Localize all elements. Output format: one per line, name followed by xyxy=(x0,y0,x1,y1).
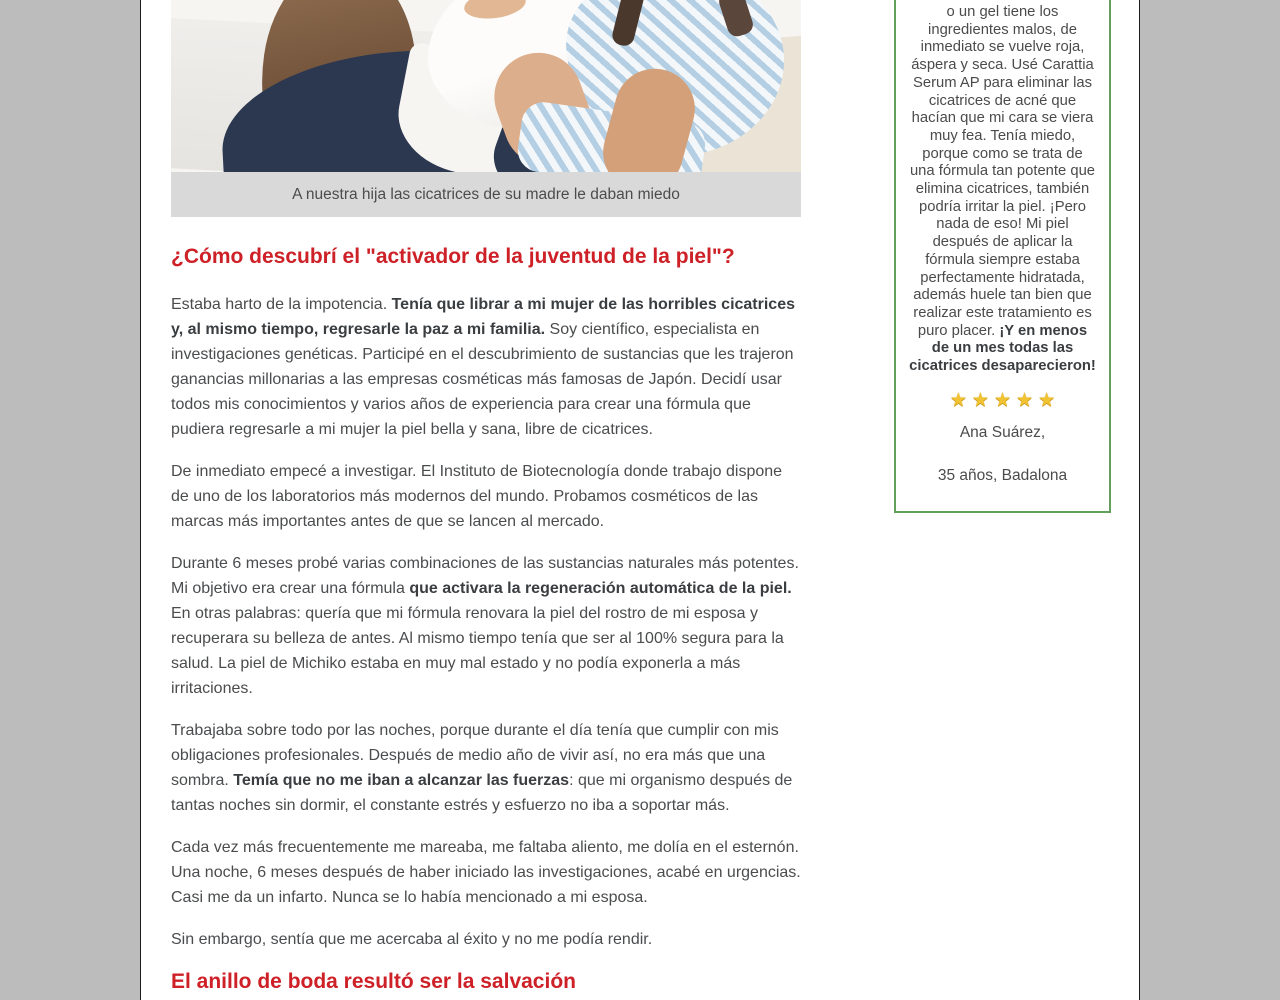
article-paragraph: Trabajaba sobre todo por las noches, porque durante el día tenía que cumplir con mis obligaciones profesionales. Después de medio año de vivir así, no era más que una sombra. Temía que no me iban a alcanzar las fuerzas: que mi organismo después de tantas noches sin dormir, el constante estrés y esfuerzo no iba a soportar más. xyxy=(171,722,793,814)
article-column xyxy=(171,0,801,995)
testimonial-text: o un gel tiene los ingredientes malos, de inmediato se vuelve roja, áspera y seca. Usé Carattia Serum AP para eliminar las cicatrices de acné que hacían que mi cara se viera muy fea. Tenía miedo, porque como se trata de una fórmula tan potente que elimina cicatrices, también podría irritar la piel. ¡Pero nada de eso! Mi piel después de aplicar la fórmula siempre estaba perfectamente hidratada, además huele tan bien que realizar este tratamiento es puro placer. ¡Y en menos de un mes todas las cicatrices desaparecieron! xyxy=(909,4,1096,375)
article-paragraph: De inmediato empecé a investigar. El Instituto de Biotecnología donde trabajo dispone de uno de los laboratorios más modernos del mundo. Probamos cosméticos de las marcas más importantes antes de que se lancen al mercado. xyxy=(171,463,783,530)
testimonial-box xyxy=(894,0,1111,513)
photo-caption: A nuestra hija las cicatrices de su madre le daban miedo xyxy=(171,172,801,217)
star-icon: ★ xyxy=(971,389,989,411)
testimonial-meta: 35 años, Badalona xyxy=(937,466,1068,484)
article-paragraph: Durante 6 meses probé varias combinaciones de las sustancias naturales más potentes. Mi objetivo era crear una fórmula que activara la regeneración automática de la piel. En otras palabras: quería que mi fórmula renovara la piel del rostro de mi esposa y recuperara su belleza de antes. Al mismo tiempo tenía que ser al 100% segura para la salud. La piel de Michiko estaba en muy mal estado y no podía exponerla a más irritaciones. xyxy=(171,555,799,697)
article-body xyxy=(171,292,801,952)
content-panel xyxy=(140,0,1140,1000)
star-icon: ★ xyxy=(1016,389,1034,411)
mother-child-photo xyxy=(171,0,801,172)
section-heading-wedding-ring: El anillo de boda resultó ser la salvación xyxy=(171,970,576,993)
star-icon: ★ xyxy=(1038,389,1056,411)
article-figure xyxy=(171,0,801,217)
article-paragraph: Sin embargo, sentía que me acercaba al éxito y no me podía rendir. xyxy=(171,931,653,948)
article-paragraph: Cada vez más frecuentemente me mareaba, me faltaba aliento, me dolía en el esternón. Una noche, 6 meses después de haber iniciado las investigaciones, acabé en urgencias. Casi me da un infarto. Nunca se lo había mencionado a mi esposa. xyxy=(171,839,801,906)
testimonial-author: Ana Suárez, xyxy=(959,423,1046,441)
testimonial-sidebar xyxy=(894,0,1111,1000)
section-heading-discovery: ¿Cómo descubrí el "activador de la juventud de la piel"? xyxy=(171,245,735,268)
star-icon: ★ xyxy=(949,389,967,411)
star-rating xyxy=(908,390,1097,412)
article-paragraph: Estaba harto de la impotencia. Tenía que librar a mi mujer de las horribles cicatrices y, al mismo tiempo, regresarle la paz a mi familia. Soy científico, especialista en investigaciones genéticas. Participé en el descubrimiento de sustancias que les trajeron ganancias millonarias a las empresas cosméticas más famosas de Japón. Decidí usar todos mis conocimientos y varios años de experiencia para crear una fórmula que pudiera regresarle a mi mujer la piel bella y sana, libre de cicatrices. xyxy=(171,296,795,438)
star-icon: ★ xyxy=(993,389,1012,411)
